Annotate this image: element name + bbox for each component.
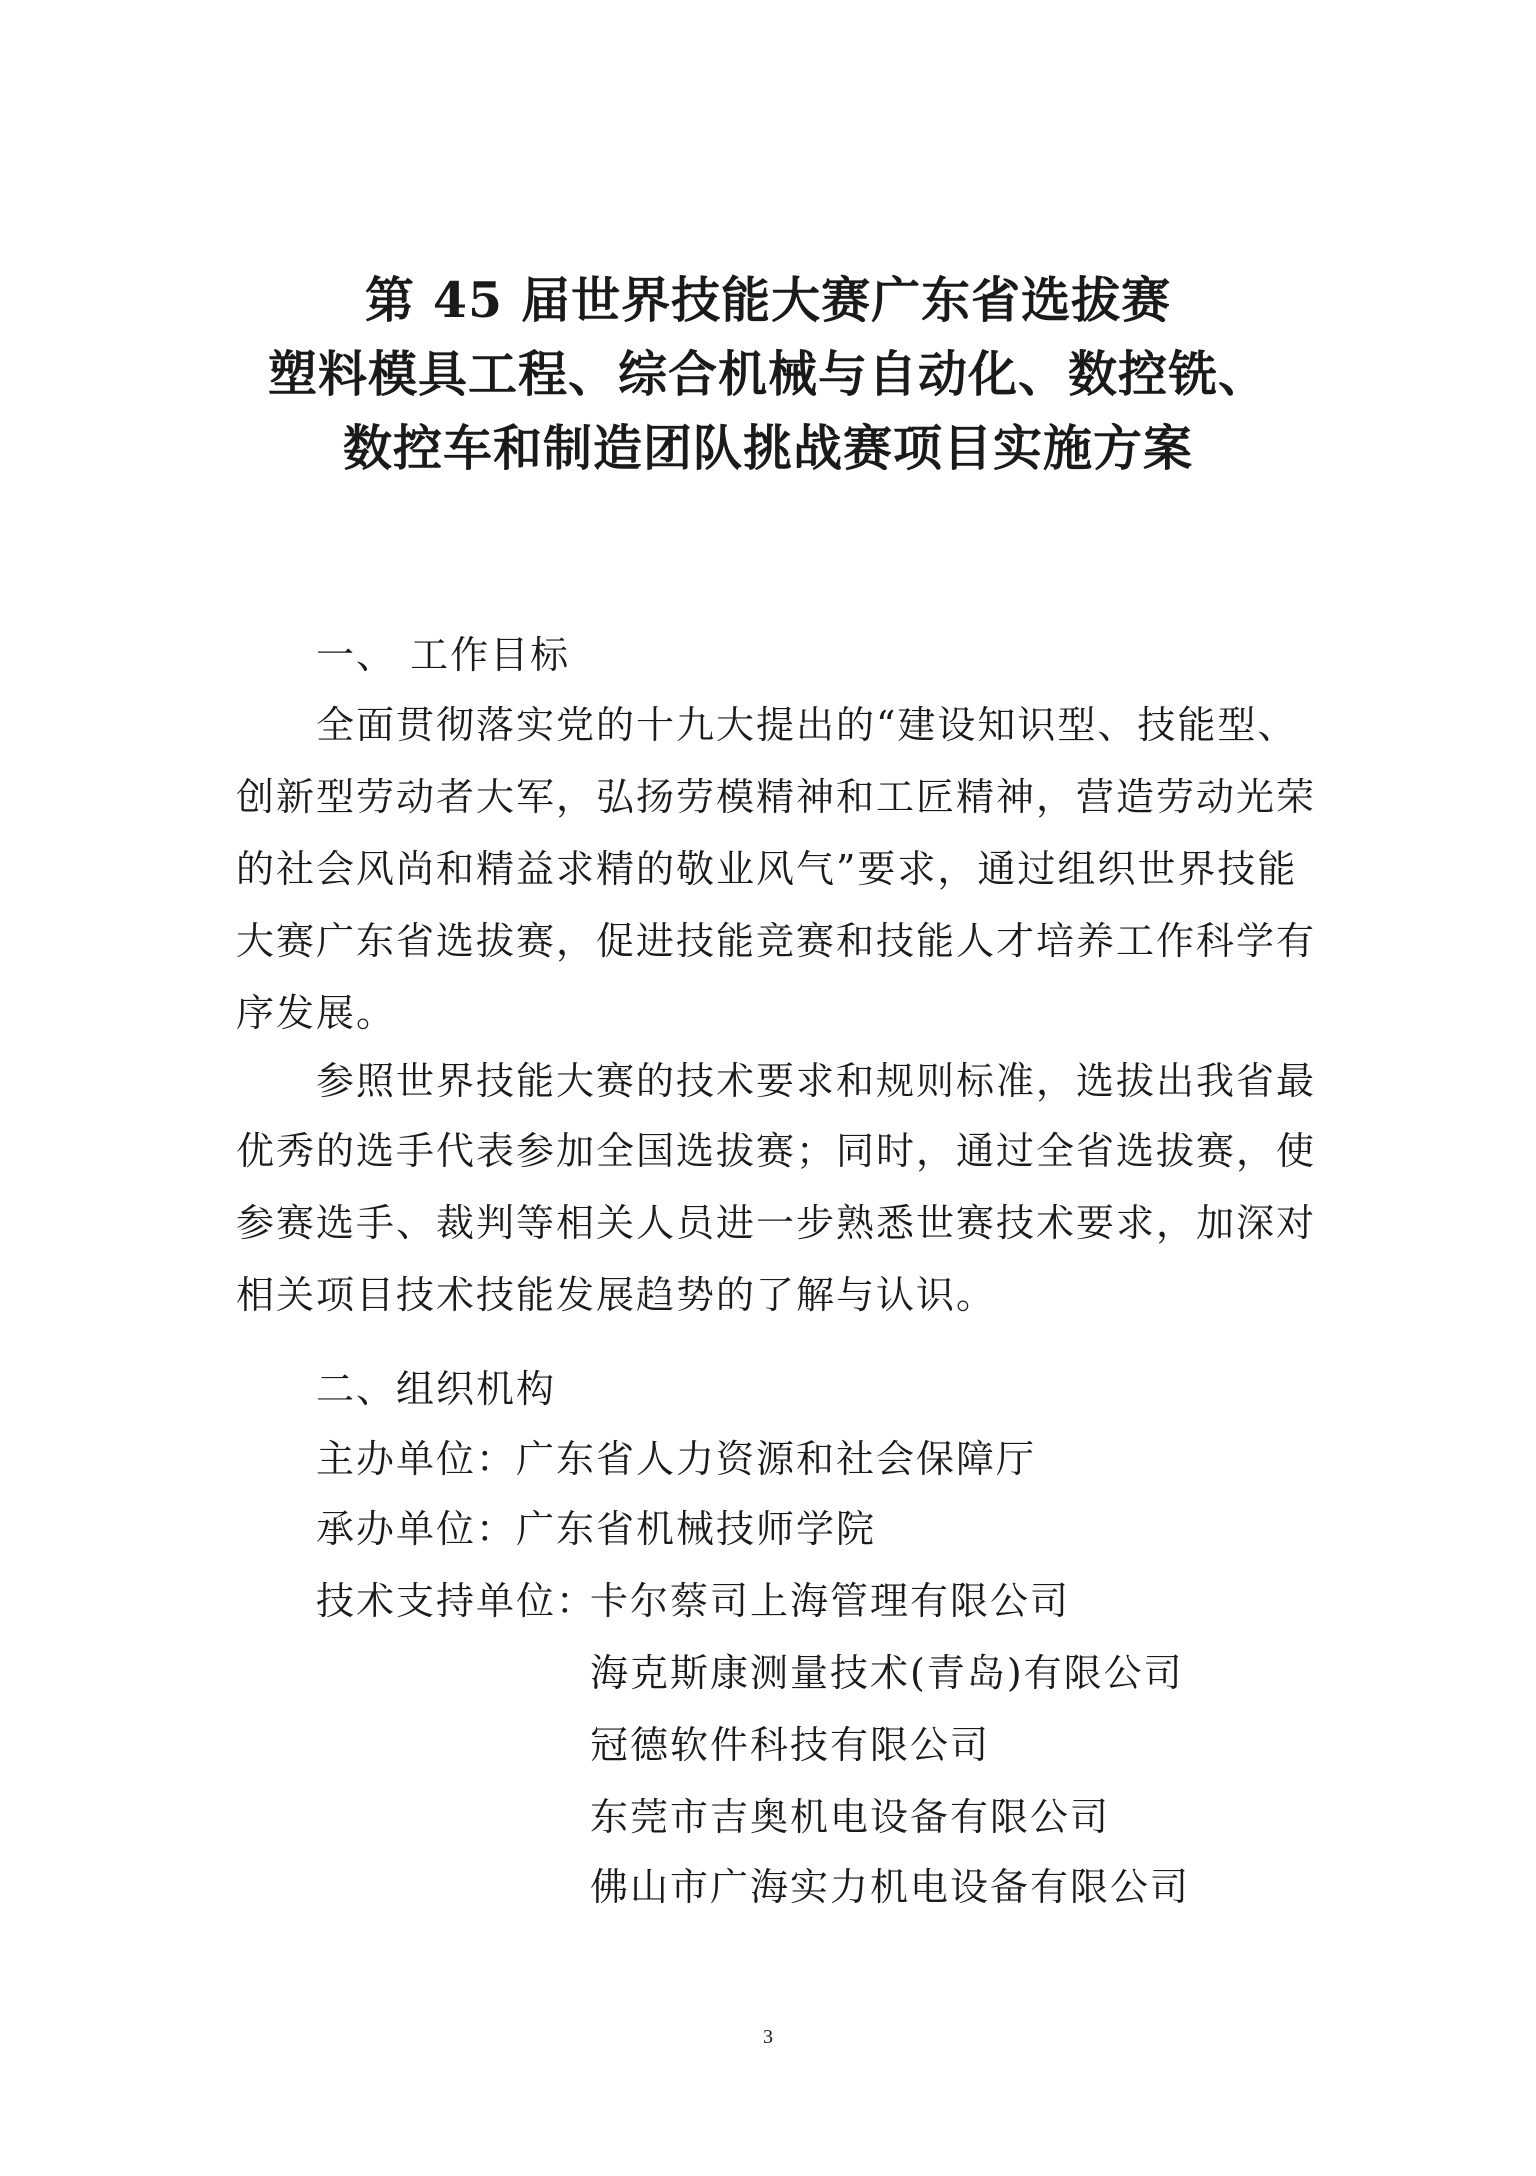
section-2-heading: 二、组织机构 (316, 1367, 557, 1411)
tech-support-company: 卡尔蔡司上海管理有限公司 (590, 1579, 1071, 1623)
section-1-paragraph-2-line: 相关项目技术技能发展趋势的了解与认识。 (236, 1273, 997, 1317)
section-1-paragraph-2-line: 参照世界技能大赛的技术要求和规则标准，选拔出我省最 (316, 1059, 1317, 1103)
tech-support-company: 冠德软件科技有限公司 (590, 1723, 991, 1767)
tech-support-company: 海克斯康测量技术(青岛)有限公司 (590, 1651, 1184, 1695)
organizer-unit: 承办单位：广东省机械技师学院 (316, 1507, 877, 1551)
section-1-paragraph-1-line: 全面贯彻落实党的十九大提出的“建设知识型、技能型、 (316, 703, 1298, 747)
tech-support-label: 技术支持单位： (316, 1579, 597, 1623)
document-title-line-2: 塑料模具工程、综合机械与自动化、数控铣、 (267, 345, 1268, 403)
section-1-paragraph-1-line: 创新型劳动者大军，弘扬劳模精神和工匠精神，营造劳动光荣 (236, 775, 1317, 819)
section-1-paragraph-2-line: 参赛选手、裁判等相关人员进一步熟悉世赛技术要求，加深对 (236, 1201, 1317, 1245)
section-1-paragraph-1-line: 序发展。 (236, 991, 397, 1035)
document-title-line-3: 数控车和制造团队挑战赛项目实施方案 (342, 419, 1193, 477)
section-1-heading: 一、 工作目标 (316, 633, 571, 677)
host-unit: 主办单位：广东省人力资源和社会保障厅 (316, 1437, 1037, 1481)
section-1-paragraph-1-line: 大赛广东省选拔赛，促进技能竞赛和技能人才培养工作科学有 (236, 919, 1317, 963)
tech-support-company: 佛山市广海实力机电设备有限公司 (590, 1865, 1191, 1909)
section-1-paragraph-2-line: 优秀的选手代表参加全国选拔赛；同时，通过全省选拔赛，使 (236, 1129, 1317, 1173)
section-1-paragraph-1-line: 的社会风尚和精益求精的敬业风气”要求，通过组织世界技能 (236, 847, 1298, 891)
tech-support-company: 东莞市吉奥机电设备有限公司 (590, 1795, 1111, 1839)
document-title-line-1: 第 45 届世界技能大赛广东省选拔赛 (364, 271, 1172, 329)
page-number: 3 (763, 2026, 773, 2048)
